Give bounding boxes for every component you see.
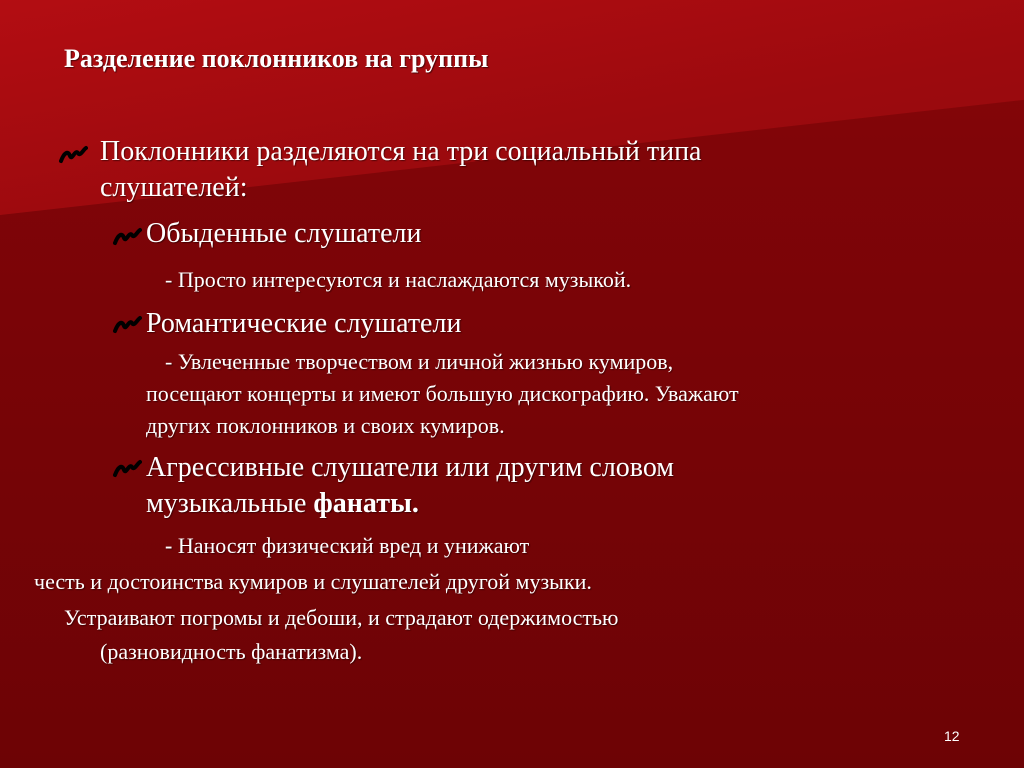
- intro-line-1: Поклонники разделяются на три социальный типа: [100, 136, 702, 167]
- group3-description-dash: -: [165, 533, 173, 558]
- group3-heading-line-2: [146, 488, 419, 520]
- group1-heading: Обыденные слушатели: [146, 218, 422, 249]
- scribble-bullet-icon: [112, 458, 142, 478]
- group2-description-line-3: других поклонников и своих кумиров.: [146, 413, 505, 438]
- intro-line-2: слушателей:: [100, 172, 248, 203]
- group2-description-line-1: - Увлеченные творчеством и личной жизнью кумиров,: [165, 349, 674, 374]
- group3-description-line-2: честь и достоинства кумиров и слушателей другой музыки.: [34, 569, 592, 594]
- group3-description-line-4: (разновидность фанатизма).: [100, 639, 363, 664]
- scribble-bullet-icon: [112, 314, 142, 334]
- group3-heading-emphasis: фанаты.: [313, 488, 419, 519]
- group3-description-line-1: [165, 530, 529, 562]
- group3-description-line-3: Устраивают погромы и дебоши, и страдают одержимостью: [64, 605, 619, 630]
- scribble-bullet-icon: [112, 226, 142, 246]
- group3-description-text: Наносят физический вред и унижают: [172, 533, 530, 558]
- scribble-bullet-icon: [58, 144, 88, 164]
- group3-heading-text: музыкальные: [146, 488, 314, 519]
- slide-title: Разделение поклонников на группы: [64, 44, 489, 73]
- page-number: 12: [944, 728, 960, 744]
- group3-heading-line-1: Агрессивные слушатели или другим словом: [146, 452, 675, 483]
- group2-description-line-2: посещают концерты и имеют большую дискографию. Уважают: [146, 381, 739, 406]
- group2-heading: Романтические слушатели: [146, 308, 462, 339]
- group1-description: - Просто интересуются и наслаждаются музыкой.: [165, 267, 632, 292]
